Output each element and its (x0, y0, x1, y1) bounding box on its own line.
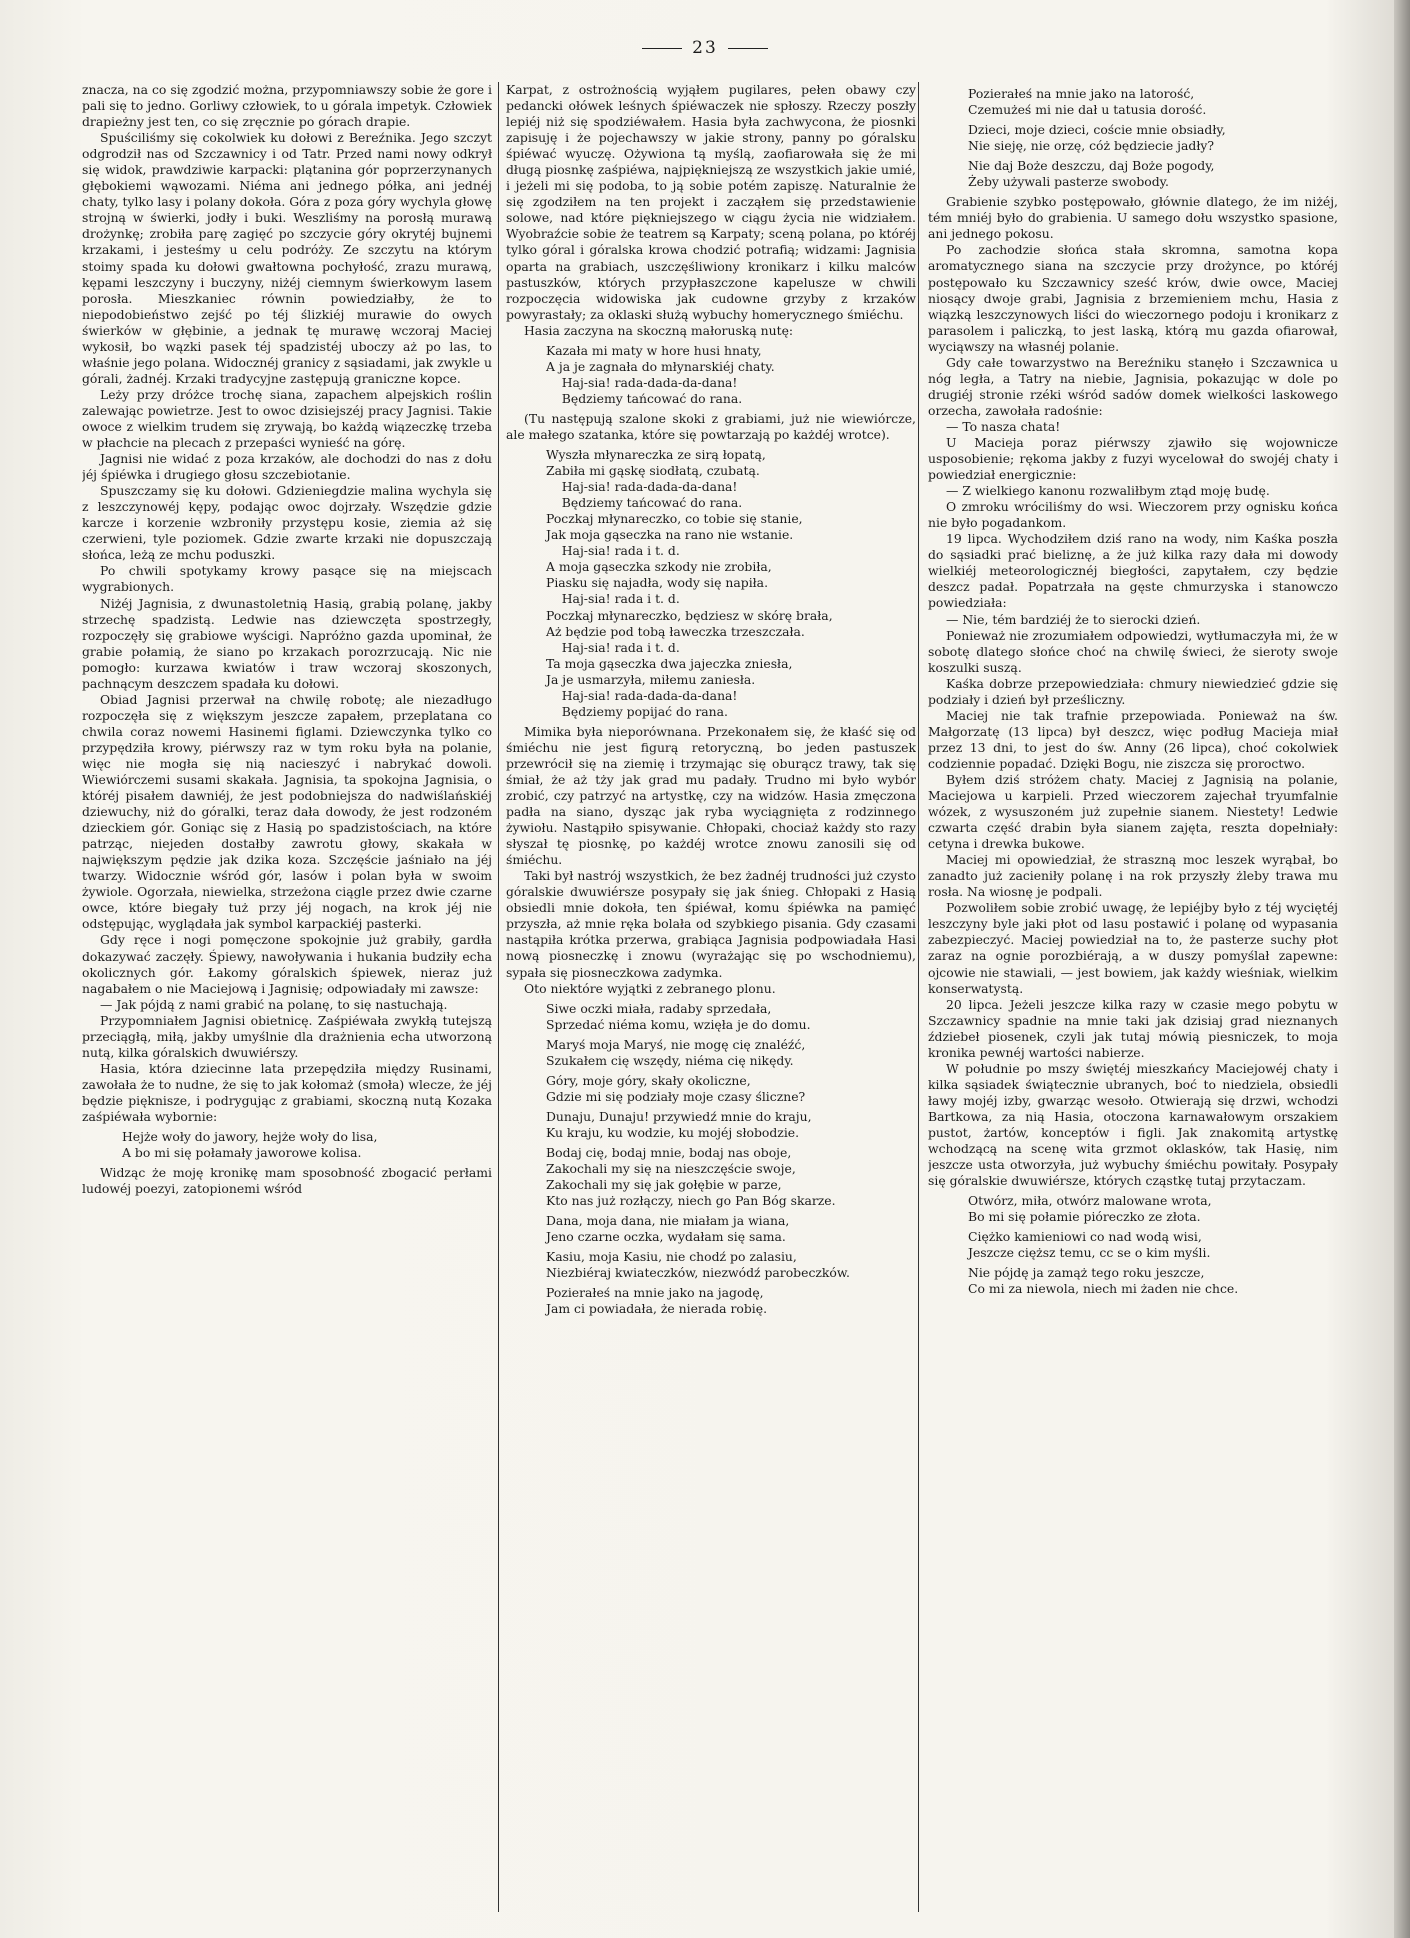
verse-line: Haj-sia! rada i t. d. (546, 591, 680, 607)
paragraph: Mimika była nieporównana. Przekonałem się, że kłaść się od śmiéchu nie jest figurą retoryczną, bo jeden pastuszek przewrócił się na ziemię i trzymając się oburącz trawy, tak się śmiał, że aż tży jak grad mu padały. Trudno mi było wybór zrobić, czy patrzyć na artystkę, czy na widzów. Hasia zmęczona padła na siano, dysząc jak ryba wyciągnięta z rodzinnego żywiołu. Nastąpiło spisywanie. Chłopaki, chociaż każdy sto razy słyszał tę piosnkę, po każdéj wrotce znowu zanosili się od śmiéchu. (506, 723, 916, 868)
verse-line: Co mi za niewola, niech mi żaden nie chce. (968, 1281, 1239, 1297)
page-number: 23 (692, 38, 718, 58)
paragraph: — Z wielkiego kanonu rozwaliłbym ztąd moję budę. (946, 483, 1270, 499)
verse-line: Będziemy popijać do rana. (546, 703, 728, 719)
verse-line: Piasku się najadła, wody się napiła. (546, 575, 769, 591)
verse-line: Dana, moja dana, nie miałam ja wiana, (546, 1213, 790, 1229)
verse-line: Jeno czarne oczka, wydałam się sama. (546, 1229, 786, 1245)
verse-line: Ta moja gąseczka dwa jajeczka zniesła, (546, 655, 793, 671)
paragraph: 20 lipca. Jeżeli jeszcze kilka razy w czasie mego pobytu w Szczawnicy spadnie na mnie taki jak dzisiaj grad nieznanych ździebeł piosenek, czyli jak tutaj mówią piesniczek, to moja kronika pewnéj wartości nabierze. (928, 996, 1338, 1060)
column-divider (918, 82, 919, 1912)
verse-stanza (968, 122, 1338, 154)
paragraph: Grabienie szybko postępowało, głównie dlatego, że im niżéj, tém mniéj było do grabienia. U samego dołu wszystko spasione, ani jednego pokosu. (928, 194, 1338, 242)
paragraph: (Tu następują szalone skoki z grabiami, już nie wiewiórcze, ale małego szatanka, które się powtarzają po każdéj wrotce). (506, 410, 916, 442)
verse-line: Pozierałeś na mnie jako na latorość, (968, 86, 1195, 101)
text-column-right (928, 82, 1338, 1922)
verse-line: Niezbiéraj kwiateczków, niezwódź parobeczków. (546, 1265, 850, 1281)
verse-line: Kto nas już rozłączy, niech go Pan Bóg skarze. (546, 1193, 836, 1209)
verse-line: Haj-sia! rada-dada-da-dana! (546, 687, 738, 703)
verse-line: Maryś moja Maryś, nie mogę cię znaléźć, (546, 1036, 806, 1052)
paragraph: Karpat, z ostrożnością wyjąłem pugilares, pełen obawy czy pedancki ołówek leśnych śpiéwaczek nie spłoszy. Rzeczy poszły lepiéj niż się spodziéwałem. Hasia była zachwycona, że piosnki zapisuję i że pojechawszy w jakie strony, panny po góralsku śpiéwać wyuczę. Ożywiona tą myślą, zaofiarowała się że mi długą piosnkę zaśpiéwa, najpiękniejszą ze wszystkich jakie umié, i jeżeli mi się podoba, to ją sobie potém zapiszę. Naturalnie że się zgodziłem na ten projekt i zacząłem się przedstawienie solowe, nad które piękniejszego w ciągu życia nie widziałem. Wyobraźcie sobie że teatrem są Karpaty; sceną polana, po któréj tylko góral i góralska krowa chodzić potrafią; widzami: Jagnisia oparta na grabiach, uszczęśliwiony kronikarz i kilku malców pastuszków, których przypłaszczone kapelusze w chwili rozpoczęcia widowiska jak cudowne grzyby z krzaków powyrastały; za oklaski służą wybuchy homerycznego śmiéchu. (506, 82, 916, 322)
verse-line: Aż będzie pod tobą ławeczka trzeszczała. (546, 623, 805, 639)
verse-line: Czemużeś mi nie dał u tatusia dorość. (968, 102, 1207, 118)
verse-line: Poczkaj młynareczko, co tobie się stanie, (546, 511, 803, 527)
verse-stanza (546, 1109, 916, 1141)
verse-stanza (968, 1193, 1338, 1225)
verse-line: Wyszła młynareczka ze sirą łopatą, (546, 447, 766, 463)
paragraph: — Jak pójdą z nami grabić na polanę, to się nastuchają. (100, 996, 448, 1012)
verse-stanza (546, 1145, 916, 1209)
verse-stanza (968, 158, 1338, 190)
paragraph: Pozwoliłem sobie zrobić uwagę, że lepiéjby było z téj wyciętéj leszczyny byle jaki płot od lasu postawić i polanę od wypasania zabezpieczyć. Maciej powiedział na to, że pasterze suchy płot zaraz na ognie porozbiérają, a w duszy pomyślał zapewne: ojcowie nie stawiali, — jest bowiem, jak każdy wieśniak, wielkim konserwatystą. (928, 900, 1338, 996)
verse-stanza (968, 1229, 1338, 1261)
paragraph: Spuszczamy się ku dołowi. Gdzieniegdzie malina wychyla się z leszczynowéj kępy, podając owoc dojrzały. Wszędzie gdzie karcze i korzenie wzbroniły przystępu kosie, ziemia aż się czerwieni, tyle poziomek. Gdzie zwarte krzaki nie dopuszczają słońca, leżą ze mchu poduszki. (82, 483, 492, 563)
paragraph: Jagnisi nie widać z poza krzaków, ale dochodzi do nas z dołu jéj śpiéwka i drugiego głosu szczebiotanie. (82, 451, 492, 483)
verse-line: Będziemy tańcować do rana. (546, 390, 743, 406)
paragraph: Spuściliśmy się cokolwiek ku dołowi z Bereźnika. Jego szczyt odgrodził nas od Szczawnicy i od Tatr. Przed nami nowy odkrył się widok, prawdziwie karpacki: plątanina gór poprzerzynanych głębokiemi wąwozami. Niéma ani jednego półka, ani jednéj chaty, tylko lasy i polany dokoła. Góra z poza góry wychyla głowę strojną w świerki, jodły i buki. Weszliśmy na porosłą murawą drożynkę; zrobiła parę zagięć po szczycie góry okrytéj bujnemi krzakami, i jesteśmy u celu podróży. Ze szczytu na którym stoimy spada ku dołowi gwałtowna pochyłość, zrazu murawą, kępami leszczyny i buczyny, niżéj ciemnym świerkowym lasem porosła. Mieszkaniec równin powiedziałby, że to niepodobieństwo zejść po téj ślizkiéj murawie do owych świerków w głębinie, a jednak tę murawę wczoraj Maciej wykosił, bo wązki pasek téj spadzistéj uboczy aż po las, to właśnie jego polana. Widocznéj granicy z sąsiadami, jak zwykle u górali, żadnéj. Krzaki tradycyjne zastępują graniczne kopce. (82, 130, 492, 386)
column-divider (498, 82, 499, 1912)
verse-line: Gdzie mi się podziały moje czasy śliczne? (546, 1088, 806, 1104)
verse-line: Sprzedać niéma komu, wzięła je do domu. (546, 1016, 811, 1032)
verse-line: Zakochali my się jak gołębie w parze, (546, 1177, 782, 1193)
verse-stanza (546, 1213, 916, 1245)
verse-stanza (546, 1073, 916, 1105)
verse-line: Ku kraju, ku wodzie, ku mojéj słobodzie. (546, 1124, 800, 1140)
text-column-left (82, 82, 492, 1922)
verse-line: Dunaju, Dunaju! przywiedź mnie do kraju, (546, 1108, 812, 1124)
verse-line: Zakochali my się na nieszczęście swoje, (546, 1161, 796, 1177)
verse-line: Żeby używali pasterze swobody. (968, 174, 1169, 190)
verse-line: Nie sieję, nie orzę, cóż będziecie jadły? (968, 138, 1214, 154)
folio-rule-right (728, 48, 768, 49)
verse-line: Poczkaj młynareczko, będziesz w skórę brała, (546, 607, 833, 623)
verse-line: Góry, moje góry, skały okoliczne, (546, 1072, 751, 1088)
verse-line: Hejże woły do jawory, hejże woły do lisa, (122, 1129, 378, 1145)
verse-line: Haj-sia! rada-dada-da-dana! (546, 479, 738, 495)
paragraph: U Macieja poraz piérwszy zjawiło się wojownicze usposobienie; rękoma jakby z fuzyi wycelował do swojéj chaty i powiedział energicznie: (928, 434, 1338, 483)
verse-line: Szukałem cię wszędy, niéma cię nikędy. (546, 1052, 794, 1068)
verse-line: Ciężko kamieniowi co nad wodą wisi, (968, 1229, 1202, 1245)
verse-line: Kasiu, moja Kasiu, nie chodź po zalasiu, (546, 1249, 797, 1265)
verse-line: Bo mi się połamie pióreczko ze złota. (968, 1209, 1201, 1225)
verse-line: Nie daj Boże deszczu, daj Boże pogody, (968, 158, 1215, 174)
paragraph: Obiad Jagnisi przerwał na chwilę robotę; ale niezadługo rozpoczęła się z większym jeszcze zapałem, przeplatana co chwila coraz nowemi Hasinemi figlami. Dziewczynka tylko co przypędziła krowy, piérwszy raz w tym roku była na polanie, więc nie mogła się nią nacieszyć i nabrykać dowoli. Wiewiórczemi susami skakała. Jagnisia, ta spokojna Jagnisia, o któréj pisałem dawniéj, że jest podobniejsza do nadwiślańskiéj dziewuchy, niż do góralki, teraz dała dowody, że jest rodzoném dzieckiem gór. Goniąc się z Hasią po spadzistościach, na które patrząc, niejeden dostałby zawrotu głowy, skakała w największym pędzie jak dzika koza. Szczęście jaśniało na jéj twarzy. Widocznie wśród gór, lasów i polan była w swoim żywiole. Ogorzała, niewielka, strzeżona ciągle przez dwie czarne owce, które biegały tuż przy jéj nogach, na krok jéj nie odstępując, wyglądała jak symbol karpackiéj pasterki. (82, 691, 492, 932)
paragraph: Leży przy dróżce trochę siana, zapachem alpejskich roślin zalewając powietrze. Jest to owoc dzisiejszéj pracy Jagnisi. Takie owoce z wielkim trudem się zrywają, bo każdą wiązeczkę trzeba w płachcie na plecach z przepaści wynieść na górę. (82, 386, 492, 451)
paragraph: — Nie, tém bardziéj że to sierocki dzień. (946, 611, 1201, 627)
paragraph: Gdy całe towarzystwo na Bereźniku stanęło i Szczawnica u nóg legła, a Tatry na niebie, Jagnisia, pokazując w dole po drugiéj stronie rzéki wśród sadów domek wielkości laskowego orzecha, zawołała radośnie: (928, 354, 1338, 418)
paragraph: — To nasza chata! (946, 418, 1061, 434)
verse-line: Jam ci powiadała, że nierada robię. (546, 1301, 768, 1317)
text-column-middle (506, 82, 916, 1922)
verse-line: Haj-sia! rada-dada-da-dana! (546, 374, 738, 390)
verse-line: Zabiła mi gąskę siodłatą, czubatą. (546, 463, 760, 479)
paragraph: Taki był nastrój wszystkich, że bez żadnéj trudności już czysto góralskie dwuwiérsze posypały się jak śnieg. Chłopaki z Hasią obsiedli mnie dokoła, ten śpiéwał, komu śpiéwka na pamięć przyszła, aż mnie ręka bolała od szybkiego pisania. Gdy czasami nastąpiła krótka przerwa, grabiąca Jagnisia podpowiadała Hasi nową piosneczkę i znowu (wyrażając się po wschodniemu), sypała się piosneczkowa zadymka. (506, 868, 916, 980)
verse-line: A bo mi się połamały jaworowe kolisa. (122, 1145, 362, 1161)
verse-line: Siwe oczki miała, radaby sprzedała, (546, 1000, 772, 1016)
paragraph: Maciej mi opowiedział, że straszną moc leszek wyrąbał, bo zanadto już zacieniły polanę i na rok przyszły żleby trawa mu rosła. Na wiosnę je podpali. (928, 852, 1338, 900)
folio-rule-left (642, 48, 682, 49)
verse-line: Otwórz, miła, otwórz malowane wrota, (968, 1193, 1212, 1209)
verse-stanza (546, 1001, 916, 1033)
verse-stanza (546, 343, 916, 407)
paragraph: W południe po mszy świętéj mieszkańcy Maciejowéj chaty i kilka sąsiadek świątecznie ubranych, boć to niedziela, obsiedli ławy mojéj izby, gwarząc wesoło. Otwierają się drzwi, wchodzi Bartkowa, za nią Hasia, otoczona karnawałowym orszakiem pustot, żartów, konceptów i figli. Jak znakomitą artystkę wchodzącą na scenę wita grzmot oklasków, tak Hasię, nim jeszcze usta otworzyła, już wybuchy śmiéchu powitały. Posypały się góralskie dwuwiérsze, których cząstkę tutaj przytaczam. (928, 1060, 1338, 1189)
paragraph: Po chwili spotykamy krowy pasące się na miejscach wygrabionych. (82, 563, 492, 595)
paragraph: Niżéj Jagnisia, z dwunastoletnią Hasią, grabią polanę, jakby strzechę spadzistą. Ledwie nas dziewczęta spostrzegły, rozpoczęły się grabiowe wyścigi. Napróżno gazda upominał, że grabie połamią, że siano po krzakach porozrzucają. Nic nie pomogło: kurzawa kwiatów i traw wczoraj skoszonych, pachnącym deszczem spadała ku dołowi. (82, 595, 492, 691)
verse-line: Nie pójdę ja zamąż tego roku jeszcze, (968, 1265, 1205, 1281)
verse-stanza (122, 1129, 492, 1161)
verse-stanza (968, 1265, 1338, 1297)
verse-line: Jak moja gąseczka na rano nie wstanie. (546, 527, 794, 543)
verse-line: Dzieci, moje dzieci, coście mnie obsiadły, (968, 122, 1226, 138)
verse-line: Jeszcze cięższ temu, cc se o kim myśli. (968, 1245, 1211, 1261)
paragraph: Maciej nie tak trafnie przepowiada. Ponieważ na św. Małgorzatę (13 lipca) był deszcz, więc podług Macieja miał przez 13 dni, to jest do św. Anny (26 lipca), choć cokolwiek codziennie popadać. Dzięki Bogu, nie ziszcza się proroctwo. (928, 707, 1338, 771)
paragraph: Oto niektóre wyjątki z zebranego plonu. (524, 980, 776, 996)
verse-line: Bodaj cię, bodaj mnie, bodaj nas oboje, (546, 1145, 792, 1160)
paragraph: 19 lipca. Wychodziłem dziś rano na wody, nim Kaśka poszła do sąsiadki prać bieliznę, a że już kilka razy dała mi dowody wielkiéj meteorologicznéj biegłości, zapytałem, czy będzie deszcz padał. Popatrzała na gęste chmurzyska i stanowczo powiedziała: (928, 531, 1338, 611)
paragraph: Byłem dziś stróżem chaty. Maciej z Jagnisią na polanie, Maciejowa u karpieli. Przed wieczorem zajechał tryumfalnie wózek, z wysuszoném już zupełnie sianem. Niestety! Ledwie czwarta część drabin była sianem zajęta, reszta dopełniały: cetyna i drewka bukowe. (928, 771, 1338, 852)
page-edge-shadow (1394, 0, 1410, 1938)
verse-line: Pozierałeś na mnie jako na jagodę, (546, 1285, 764, 1301)
paragraph: O zmroku wróciliśmy do wsi. Wieczorem przy ognisku końca nie było pogadankom. (928, 499, 1338, 531)
page-folio (0, 38, 1410, 58)
verse-line: Haj-sia! rada i t. d. (546, 639, 680, 655)
paragraph: Widząc że moję kronikę mam sposobność zbogacić perłami ludowéj poezyi, zatopionemi wśród (82, 1165, 492, 1197)
verse-stanza (546, 447, 916, 720)
verse-line: Kazała mi maty w hore husi hnaty, (546, 342, 762, 358)
verse-line: Będziemy tańcować do rana. (546, 495, 743, 511)
verse-stanza (546, 1037, 916, 1069)
paragraph: Gdy ręce i nogi pomęczone spokojnie już grabiły, gardła dokazywać zaczęły. Śpiewy, nawoływania i hukania budziły echa okolicznych gór. Łakomy góralskich śpiewek, nieraz już nagabałem o nie Maciejową i Jagnisię; odpowiadały mi zawsze: (82, 932, 492, 996)
paragraph: Kaśka dobrze przepowiedziała: chmury niewiedzieć gdzie się podziały i dzień był prześliczny. (928, 675, 1338, 707)
verse-stanza (968, 86, 1338, 118)
paragraph: znacza, na co się zgodzić można, przypomniawszy sobie że gore i pali się to jedno. Gorliwy człowiek, to u górala impetyk. Człowiek drapieżny jest ten, co się zręcznie po górach drapie. (82, 82, 492, 130)
paragraph: Przypomniałem Jagnisi obietnicę. Zaśpiéwała zwykłą tutejszą przeciągłą, miłą, jakby umyślnie dla drażnienia echa utworzoną nutą, kilka góralskich dwuwiérszy. (82, 1012, 492, 1060)
verse-line: A moja gąseczka szkody nie zrobiła, (546, 559, 772, 575)
paragraph: Ponieważ nie zrozumiałem odpowiedzi, wytłumaczyła mi, że w sobotę dlatego słońce choć na chwilę świeci, że sieroty swoje koszulki suszą. (928, 627, 1338, 675)
verse-line: A ja je zagnała do młynarskiéj chaty. (546, 358, 775, 374)
paragraph: Hasia, która dziecinne lata przepędziła między Rusinami, zawołała że to nudne, że się to jak kołomaż (smoła) wlecze, że jéj będzie pięknisze, i podrygując z grabiami, skoczną nutą Kozaka zaśpiéwała wybornie: (82, 1060, 492, 1124)
verse-line: Haj-sia! rada i t. d. (546, 543, 680, 559)
paragraph: Po zachodzie słońca stała skromna, samotna kopa aromatycznego siana na szczycie przy drożynce, po któréj postępowało ku Szczawnicy sześć krów, dwie owce, Maciej niosący dwoje grabi, Jagnisia z brzemieniem mchu, Hasia z wiązką leszczynowych liści do wieczornego podoju i kronikarz z parasolem i paliczką, to jest laską, którą mu gazda ofiarował, wyciąwszy na własnéj polanie. (928, 242, 1338, 354)
paragraph: Hasia zaczyna na skoczną małoruską nutę: (524, 322, 794, 338)
verse-stanza (546, 1285, 916, 1317)
verse-stanza (546, 1249, 916, 1281)
verse-line: Ja je usmarzyła, miłemu zaniesła. (546, 671, 756, 687)
